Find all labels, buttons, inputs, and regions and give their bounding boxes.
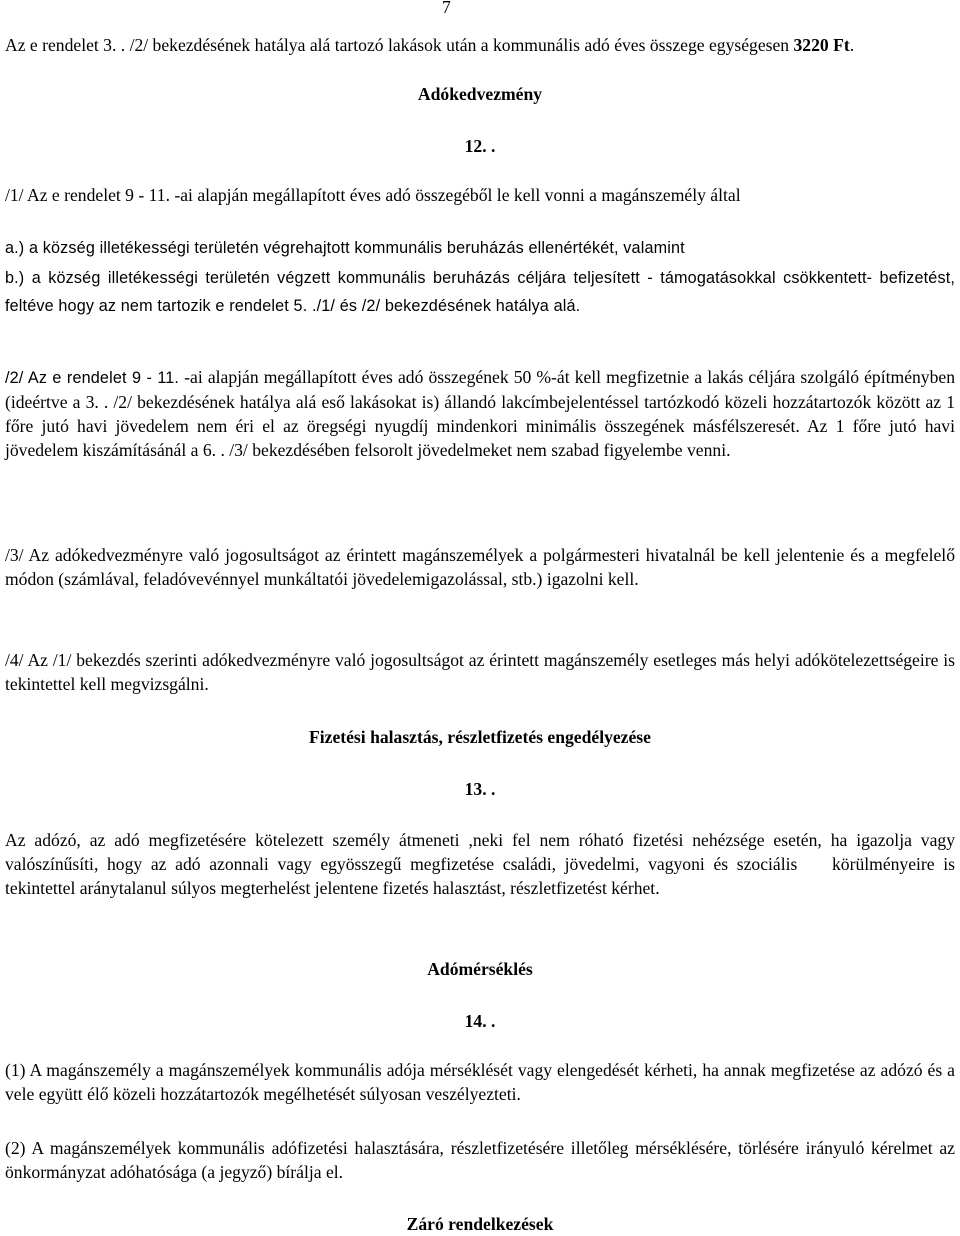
paragraph-14-2: (2) A magánszemélyek kommunális adófizetési halasztására, részletfizetésére illetőleg mérséklésére, törlésére irányuló kérelmet az önkormányzat adóhatósága (a jegyző) bírálja el. [5,1138,955,1182]
section-number-13: 13. . [464,779,496,799]
amount-value: 3220 Ft [793,35,850,55]
paragraph-12-1-b: b.) a község illetékességi területén végzett kommunális beruházás céljára teljesített - támogatásokkal csökkentett- befizetést, feltéve hogy az nem tartozik e rendelet 5. ./1/ és /2/ bekezdésének hatálya alá. [5,269,955,315]
intro-paragraph: Az e rendelet 3. . /2/ bekezdésének hatálya alá tartozó lakások után a kommunális adó éves összege egységesen 3220 Ft. [5,35,855,55]
paragraph-12-3: /3/ Az adókedvezményre való jogosultságot az érintett magánszemélyek a polgármesteri hivatalnál be kell jelentenie és a megfelelő módon (számlával, feladóvevénnyel munkáltatói jövedelemigazolással, stb.) igazolni kell. [5,545,955,589]
section-heading-fizetesi-halasztas: Fizetési halasztás, részletfizetés engedélyezése [309,727,651,747]
section-number-12: 12. . [464,136,496,156]
paragraph-12-1-a: a.) a község illetékességi területén végrehajtott kommunális beruházás ellenértékét, valamint [5,239,685,257]
paragraph-14-1: (1) A magánszemély a magánszemélyek kommunális adója mérséklését vagy elengedését kérheti, ha annak megfizetése az adózó és a vele együtt élő közeli hozzátartozók megélhetését súlyosan veszélyezteti. [5,1060,955,1104]
section-heading-adomerseklés: Adómérséklés [427,959,533,979]
paragraph-13-1: Az adózó, az adó megfizetésére kötelezett személy átmeneti ,neki fel nem róható fizetési nehézsége esetén, ha igazolja vagy valószínűsíti, hogy az adó azonnali vagy egyösszegű megfizetése családi, jövedelmi, vagyoni és szociális körülményeire is tekintettel aránytalanul súlyos megterhelést jelentene fizetés halasztást, részletfizetést kérhet. [5,830,960,898]
paragraph-12-1-intro: /1/ Az e rendelet 9 - 11. -ai alapján megállapított éves adó összegéből le kell vonni a magánszemély által [5,185,741,205]
section-number-14: 14. . [464,1011,496,1031]
section-heading-adokedvezmeny: Adókedvezmény [417,84,543,104]
section-heading-zaro-rendelkezesek: Záró rendelkezések [406,1214,554,1234]
page-number: 7 [442,0,451,17]
paragraph-12-4: /4/ Az /1/ bekezdés szerinti adókedvezményre való jogosultságot az érintett magánszemély esetleges más helyi adókötelezettségeire is tekintettel kell megvizsgálni. [5,650,955,694]
paragraph-12-2: /2/ Az e rendelet 9 - 11. -ai alapján megállapított éves adó összegének 50 %-át kell megfizetnie a lakás céljára szolgáló építményben (ideértve a 3. . /2/ bekezdésének hatálya alá eső lakásokat is) állandó lakcímbejelentéssel tartózkodó közeli hozzátartozók között az 1 főre jutó havi jövedelem nem éri el az öregségi nyugdíj mindenkori minimális összegének másfélszeresét. Az 1 főre jutó havi jövedelem kiszámításánál a 6. . /3/ bekezdésében felsorolt jövedelmeket nem szabad figyelembe venni. [5,367,955,460]
